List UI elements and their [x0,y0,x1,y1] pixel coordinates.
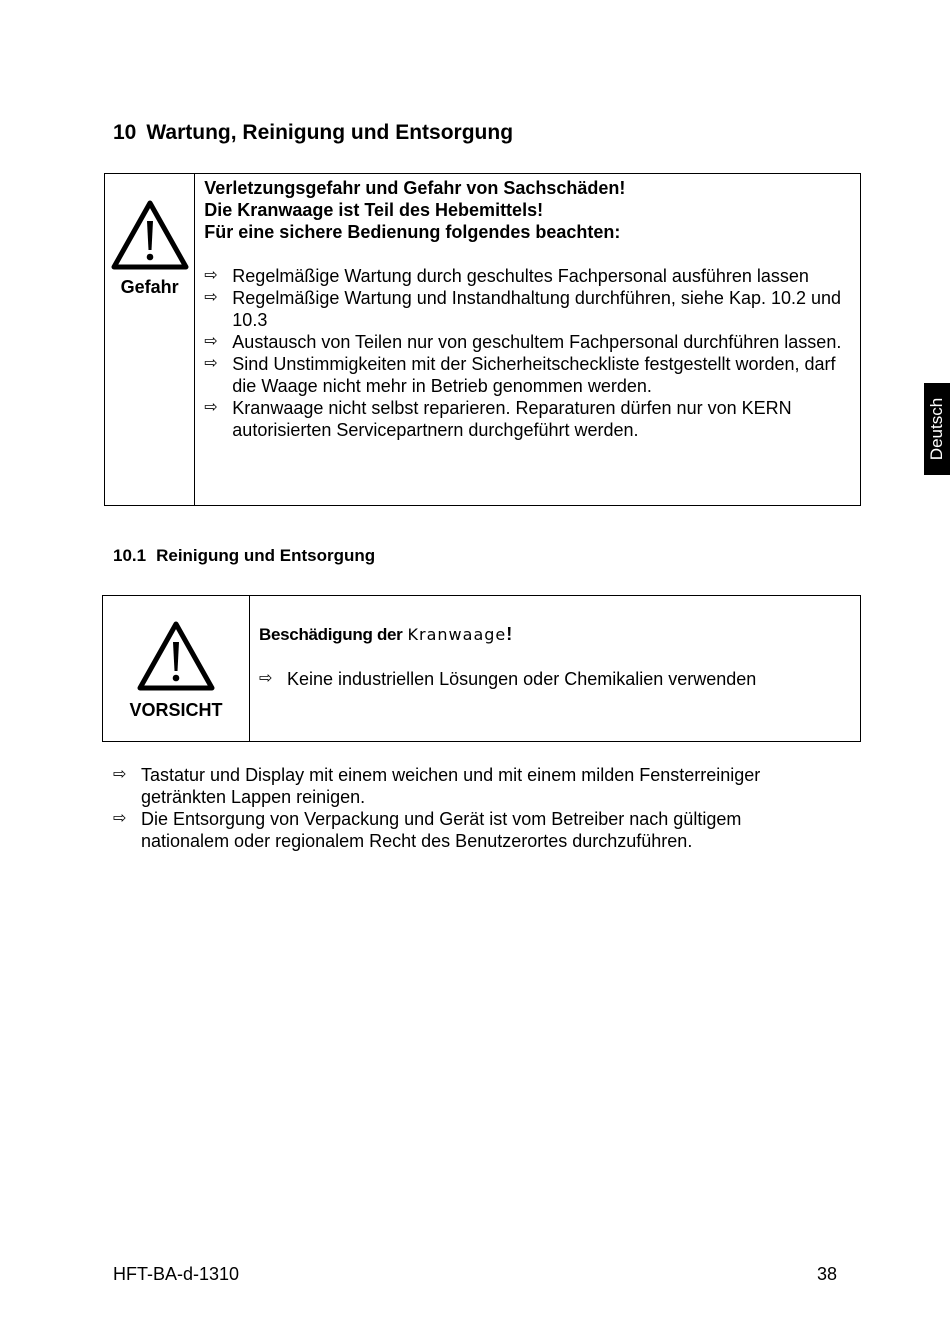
list-item: ⇨ Keine industriellen Lösungen oder Chemikalien verwenden [259,669,757,689]
list-item: ⇨ Tastatur und Display mit einem weichen und mit einem milden Fensterreiniger getränkten Lappen reinigen. [113,765,761,807]
page-number: 38 [817,1264,838,1284]
list-item: ⇨ Die Entsorgung von Verpackung und Gerät ist vom Betreiber nach gültigem nationalem oder regionalem Recht des Benutzerortes durchzuführen. [113,809,742,851]
caution-headline: Beschädigung der Kranwaage! [259,624,513,644]
subsection-number: 10.1 [113,546,147,565]
subsection-title: Reinigung und Entsorgung [156,546,376,565]
section-title: Wartung, Reinigung und Entsorgung [146,121,514,144]
caution-notice-box [102,595,861,742]
danger-headline: Verletzungsgefahr und Gefahr von Sachschäden! [204,178,626,198]
language-tab [924,383,950,475]
warning-triangle-icon [110,199,190,271]
list-item: ⇨ Sind Unstimmigkeiten mit der Sicherheitscheckliste festgestellt worden, darf die Waage nicht mehr in Betrieb genommen werden. [204,354,836,396]
arrow-right-outline-icon: ⇨ [204,399,218,416]
caution-list [259,668,756,690]
document-id: HFT-BA-d-1310 [113,1264,240,1284]
cleaning-instructions-list [113,764,833,852]
arrow-right-outline-icon: ⇨ [204,289,218,306]
arrow-right-outline-icon: ⇨ [204,355,218,372]
list-item: ⇨ Regelmäßige Wartung durch geschultes Fachpersonal ausführen lassen [204,266,809,286]
signal-word: VORSICHT [129,700,223,720]
danger-symbol-cell [105,174,195,505]
section-number: 10 [113,121,137,144]
warning-triangle-icon [136,620,216,692]
caution-symbol-cell [103,596,250,741]
list-item: ⇨ Austausch von Teilen nur von geschultem Fachpersonal durchführen lassen. [204,332,842,352]
caution-text-cell [250,596,766,741]
danger-list [204,265,850,441]
danger-headline: Die Kranwaage ist Teil des Hebemittels! [204,200,544,220]
section-heading [113,121,513,145]
arrow-right-outline-icon: ⇨ [204,333,218,350]
danger-headline: Für eine sichere Bedienung folgendes beachten: [204,222,621,242]
language-tab-label: Deutsch [927,397,946,461]
arrow-right-outline-icon: ⇨ [204,267,218,284]
signal-word: Gefahr [120,277,179,297]
list-item: ⇨ Regelmäßige Wartung und Instandhaltung durchführen, siehe Kap. 10.2 und 10.3 [204,288,842,330]
subsection-heading [113,546,375,566]
arrow-right-outline-icon: ⇨ [113,766,127,783]
danger-text-cell [195,174,860,505]
arrow-right-outline-icon: ⇨ [113,810,127,827]
danger-notice-box [104,173,861,506]
arrow-right-outline-icon: ⇨ [259,670,273,687]
list-item: ⇨ Kranwaage nicht selbst reparieren. Reparaturen dürfen nur von KERN autorisierten Servicepartnern durchgeführt werden. [204,398,792,440]
